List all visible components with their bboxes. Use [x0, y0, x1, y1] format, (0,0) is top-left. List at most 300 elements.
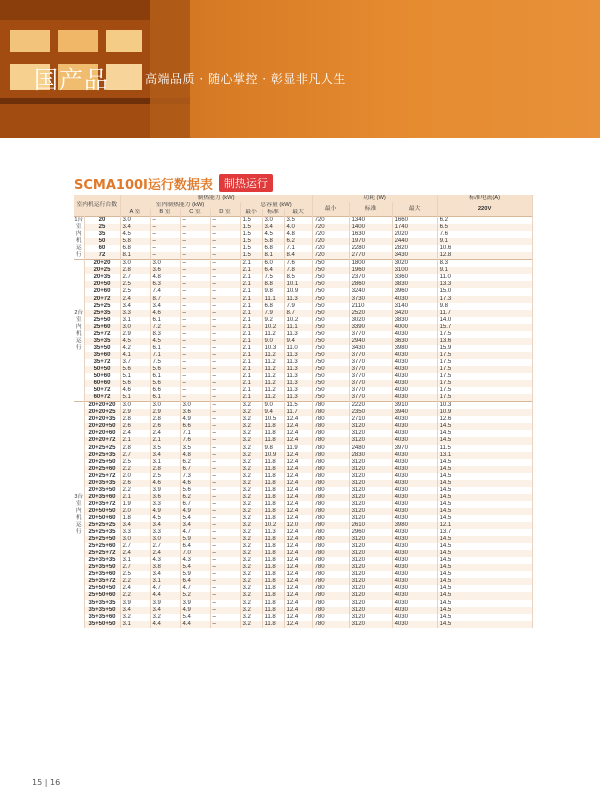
combo-cell: 60+72	[84, 394, 120, 402]
combo-cell: 20+25+25	[84, 445, 120, 452]
value-cell: 6.7	[180, 501, 210, 508]
value-cell: 4030	[392, 536, 437, 543]
value-cell: 750	[312, 352, 349, 359]
value-cell: 4.8	[150, 274, 180, 281]
value-cell: 11.5	[284, 402, 312, 410]
value-cell: 6.1	[150, 345, 180, 352]
value-cell: 3.0	[120, 324, 150, 331]
value-cell: 750	[312, 373, 349, 380]
value-cell: 750	[312, 338, 349, 345]
value-cell: 11.1	[284, 324, 312, 331]
value-cell: 750	[312, 303, 349, 310]
value-cell: –	[210, 345, 240, 352]
value-cell: 2.9	[120, 331, 150, 338]
value-cell: –	[180, 288, 210, 295]
value-cell: –	[210, 296, 240, 303]
value-cell: 2.1	[240, 296, 262, 303]
value-cell: 11.8	[262, 564, 284, 571]
value-cell: 3420	[392, 310, 437, 317]
value-cell: 4.6	[180, 480, 210, 487]
value-cell: 11.8	[262, 480, 284, 487]
value-cell: –	[210, 288, 240, 295]
value-cell: 780	[312, 515, 349, 522]
header-combo: 室内机运行台数	[74, 195, 120, 217]
value-cell: 1.9	[120, 501, 150, 508]
value-cell: 14.5	[437, 473, 532, 480]
table-row	[74, 238, 532, 245]
table-row	[74, 245, 532, 252]
value-cell: 8.1	[120, 252, 150, 260]
combo-cell: 25+50+60	[84, 592, 120, 599]
value-cell: –	[150, 245, 180, 252]
value-cell: –	[210, 310, 240, 317]
value-cell: 11.8	[262, 437, 284, 444]
value-cell: 3120	[349, 423, 392, 430]
table-row	[74, 501, 532, 508]
value-cell: 2.1	[240, 373, 262, 380]
value-cell: 3.0	[262, 217, 284, 225]
value-cell: 720	[312, 217, 349, 225]
value-cell: 4030	[392, 423, 437, 430]
value-cell: –	[180, 345, 210, 352]
value-cell: 4.3	[150, 557, 180, 564]
value-cell: 4.5	[150, 515, 180, 522]
value-cell: 720	[312, 224, 349, 231]
value-cell: 11.8	[262, 494, 284, 501]
value-cell: 3.1	[150, 578, 180, 585]
value-cell: 2280	[349, 245, 392, 252]
value-cell: 2.5	[120, 571, 150, 578]
value-cell: 780	[312, 409, 349, 416]
value-cell: 13.1	[437, 452, 532, 459]
value-cell: 4030	[392, 585, 437, 592]
value-cell: 12.4	[284, 452, 312, 459]
value-cell: 1660	[392, 217, 437, 225]
value-cell: 5.9	[180, 571, 210, 578]
value-cell: 2710	[349, 416, 392, 423]
value-cell: –	[210, 578, 240, 585]
header-room-c: C 室	[180, 209, 210, 217]
value-cell: 3.4	[150, 571, 180, 578]
value-cell: 5.4	[180, 564, 210, 571]
value-cell: 14.5	[437, 501, 532, 508]
combo-cell: 20+20+20	[84, 402, 120, 410]
value-cell: 11.3	[262, 529, 284, 536]
value-cell: –	[150, 224, 180, 231]
value-cell: 14.5	[437, 459, 532, 466]
value-cell: 3910	[392, 402, 437, 410]
value-cell: 11.5	[437, 445, 532, 452]
value-cell: 3770	[349, 394, 392, 402]
value-cell: 780	[312, 494, 349, 501]
value-cell: 780	[312, 508, 349, 515]
value-cell: 2480	[349, 445, 392, 452]
value-cell: –	[180, 267, 210, 274]
value-cell: 9.8	[262, 445, 284, 452]
combo-cell: 35+60	[84, 352, 120, 359]
value-cell: 3.3	[120, 529, 150, 536]
value-cell: –	[180, 331, 210, 338]
banner-title: 国产品	[34, 66, 109, 94]
value-cell: 12.4	[284, 480, 312, 487]
value-cell: 2.4	[120, 296, 150, 303]
value-cell: 5.6	[120, 366, 150, 373]
value-cell: –	[210, 423, 240, 430]
value-cell: 4.6	[150, 310, 180, 317]
value-cell: 12.4	[284, 614, 312, 621]
table-row	[74, 600, 532, 607]
group-label: 1台 室内机 运行	[74, 217, 84, 259]
value-cell: 14.5	[437, 430, 532, 437]
value-cell: 12.6	[437, 416, 532, 423]
value-cell: 3.0	[150, 260, 180, 268]
value-cell: 9.1	[437, 267, 532, 274]
value-cell: 12.4	[284, 571, 312, 578]
value-cell: 2.5	[120, 288, 150, 295]
value-cell: 11.2	[262, 373, 284, 380]
value-cell: –	[210, 303, 240, 310]
value-cell: 3.2	[240, 459, 262, 466]
value-cell: 4.7	[150, 585, 180, 592]
value-cell: 2.1	[150, 437, 180, 444]
value-cell: 3.9	[180, 600, 210, 607]
value-cell: 3120	[349, 557, 392, 564]
table-row	[74, 331, 532, 338]
value-cell: 14.5	[437, 564, 532, 571]
value-cell: 3.2	[240, 487, 262, 494]
value-cell: –	[210, 621, 240, 628]
value-cell: 12.4	[284, 621, 312, 628]
value-cell: 4.2	[120, 345, 150, 352]
value-cell: 2.1	[240, 359, 262, 366]
value-cell: –	[210, 437, 240, 444]
table-row	[74, 466, 532, 473]
value-cell: 6.5	[437, 224, 532, 231]
value-cell: 3120	[349, 515, 392, 522]
value-cell: 14.5	[437, 515, 532, 522]
value-cell: –	[150, 231, 180, 238]
value-cell: 4.1	[120, 352, 150, 359]
value-cell: –	[180, 224, 210, 231]
value-cell: –	[210, 557, 240, 564]
value-cell: 11.2	[262, 331, 284, 338]
table-row	[74, 550, 532, 557]
value-cell: –	[210, 466, 240, 473]
value-cell: 720	[312, 245, 349, 252]
value-cell: –	[180, 217, 210, 225]
value-cell: 8.4	[284, 252, 312, 260]
value-cell: 720	[312, 252, 349, 260]
value-cell: 6.7	[180, 466, 210, 473]
table-row	[74, 224, 532, 231]
value-cell: 3.2	[240, 480, 262, 487]
value-cell: 3.9	[150, 600, 180, 607]
table-row	[74, 274, 532, 281]
value-cell: 11.8	[262, 423, 284, 430]
value-cell: 4000	[392, 324, 437, 331]
table-row	[74, 409, 532, 416]
value-cell: –	[210, 550, 240, 557]
value-cell: 12.4	[284, 430, 312, 437]
value-cell: 3.2	[240, 564, 262, 571]
table-row	[74, 288, 532, 295]
value-cell: –	[210, 331, 240, 338]
value-cell: 12.4	[284, 529, 312, 536]
combo-cell: 35	[84, 231, 120, 238]
value-cell: 2.5	[120, 459, 150, 466]
combo-cell: 20+20+72	[84, 437, 120, 444]
value-cell: 13.7	[437, 529, 532, 536]
header-banner	[0, 0, 600, 138]
value-cell: 3.2	[240, 501, 262, 508]
value-cell: –	[180, 310, 210, 317]
value-cell: 780	[312, 578, 349, 585]
value-cell: 3.4	[150, 452, 180, 459]
combo-cell: 20+50+60	[84, 515, 120, 522]
value-cell: 780	[312, 522, 349, 529]
value-cell: 3020	[349, 317, 392, 324]
value-cell: 2.1	[240, 324, 262, 331]
mode-badge: 制热运行	[219, 174, 273, 192]
value-cell: 1.8	[120, 515, 150, 522]
value-cell: –	[210, 614, 240, 621]
combo-cell: 20+25+60	[84, 466, 120, 473]
page-footer	[32, 778, 60, 787]
value-cell: 3.2	[150, 614, 180, 621]
value-cell: 3120	[349, 430, 392, 437]
value-cell: 11.9	[284, 445, 312, 452]
value-cell: 8.3	[437, 260, 532, 268]
page-number-right: 16	[49, 778, 61, 787]
value-cell: 6.4	[180, 578, 210, 585]
value-cell: 4.6	[120, 387, 150, 394]
value-cell: 6.6	[180, 423, 210, 430]
value-cell: 3940	[392, 409, 437, 416]
value-cell: 3980	[392, 345, 437, 352]
table-row	[74, 571, 532, 578]
value-cell: –	[210, 231, 240, 238]
value-cell: 11.2	[262, 380, 284, 387]
combo-cell: 35+35	[84, 338, 120, 345]
header-min: 最小	[240, 209, 262, 217]
value-cell: 7.6	[180, 437, 210, 444]
value-cell: 3.2	[240, 585, 262, 592]
value-cell: 3.4	[150, 607, 180, 614]
table-row	[74, 394, 532, 402]
value-cell: 4030	[392, 621, 437, 628]
value-cell: 3.2	[240, 445, 262, 452]
value-cell: 6.2	[180, 494, 210, 501]
value-cell: 780	[312, 592, 349, 599]
value-cell: 14.5	[437, 466, 532, 473]
value-cell: 4030	[392, 466, 437, 473]
value-cell: 9.4	[262, 409, 284, 416]
value-cell: 750	[312, 267, 349, 274]
value-cell: 2.1	[240, 281, 262, 288]
combo-cell: 20+25+72	[84, 473, 120, 480]
value-cell: –	[210, 274, 240, 281]
combo-cell: 60	[84, 245, 120, 252]
value-cell: –	[210, 564, 240, 571]
value-cell: –	[210, 260, 240, 268]
value-cell: 3120	[349, 614, 392, 621]
value-cell: 3.2	[240, 557, 262, 564]
value-cell: 2520	[349, 310, 392, 317]
value-cell: 7.6	[437, 231, 532, 238]
value-cell: 11.8	[262, 614, 284, 621]
value-cell: 3120	[349, 473, 392, 480]
table-row	[74, 317, 532, 324]
table-row	[74, 310, 532, 317]
table-row	[74, 522, 532, 529]
value-cell: 17.5	[437, 380, 532, 387]
value-cell: 7.5	[150, 359, 180, 366]
group-label: 3台 室内机 运行	[74, 402, 84, 628]
value-cell: –	[150, 238, 180, 245]
value-cell: 2020	[392, 231, 437, 238]
value-cell: 4030	[392, 571, 437, 578]
value-cell: 4030	[392, 296, 437, 303]
value-cell: 3.2	[240, 494, 262, 501]
value-cell: 3.5	[180, 445, 210, 452]
value-cell: 750	[312, 310, 349, 317]
value-cell: 14.5	[437, 614, 532, 621]
value-cell: 5.8	[120, 238, 150, 245]
value-cell: 3.2	[240, 543, 262, 550]
value-cell: 10.9	[262, 452, 284, 459]
value-cell: 4030	[392, 550, 437, 557]
value-cell: 4030	[392, 480, 437, 487]
value-cell: 2830	[349, 452, 392, 459]
value-cell: 2.7	[120, 543, 150, 550]
value-cell: 4030	[392, 380, 437, 387]
value-cell: 11.8	[262, 501, 284, 508]
value-cell: 11.3	[284, 394, 312, 402]
value-cell: 5.6	[150, 380, 180, 387]
value-cell: 4.5	[262, 231, 284, 238]
combo-cell: 25	[84, 224, 120, 231]
value-cell: 2.2	[120, 466, 150, 473]
value-cell: 2.4	[120, 430, 150, 437]
value-cell: 11.8	[262, 557, 284, 564]
value-cell: 4030	[392, 529, 437, 536]
value-cell: 3360	[392, 274, 437, 281]
value-cell: 780	[312, 585, 349, 592]
value-cell: 3.6	[150, 267, 180, 274]
value-cell: 11.3	[284, 380, 312, 387]
value-cell: 12.4	[284, 557, 312, 564]
value-cell: 11.2	[262, 394, 284, 402]
value-cell: 12.8	[437, 252, 532, 260]
table-row	[74, 252, 532, 260]
value-cell: 11.0	[284, 345, 312, 352]
value-cell: 780	[312, 564, 349, 571]
value-cell: 4030	[392, 366, 437, 373]
table-row	[74, 621, 532, 628]
value-cell: 780	[312, 543, 349, 550]
value-cell: 11.8	[262, 466, 284, 473]
value-cell: 4.9	[180, 508, 210, 515]
value-cell: 11.8	[262, 578, 284, 585]
value-cell: 1800	[349, 260, 392, 268]
table-heading	[74, 174, 273, 192]
value-cell: 12.4	[284, 592, 312, 599]
value-cell: 780	[312, 430, 349, 437]
combo-cell: 25+25	[84, 303, 120, 310]
value-cell: 3.4	[262, 224, 284, 231]
combo-cell: 20+35+50	[84, 487, 120, 494]
value-cell: 2.1	[240, 303, 262, 310]
value-cell: 11.3	[284, 373, 312, 380]
value-cell: –	[210, 522, 240, 529]
value-cell: 2.9	[120, 409, 150, 416]
value-cell: 3120	[349, 543, 392, 550]
combo-cell: 20+50	[84, 281, 120, 288]
value-cell: 750	[312, 296, 349, 303]
value-cell: 3.4	[150, 522, 180, 529]
table-row	[74, 296, 532, 303]
value-cell: 7.4	[150, 288, 180, 295]
header-std: 标准	[262, 209, 284, 217]
table-row	[74, 437, 532, 444]
value-cell: 750	[312, 387, 349, 394]
value-cell: 780	[312, 437, 349, 444]
banner-slogan: 高端品质 · 随心掌控 · 彰显非凡人生	[145, 72, 346, 86]
value-cell: 3120	[349, 550, 392, 557]
combo-cell: 25+72	[84, 331, 120, 338]
value-cell: –	[210, 487, 240, 494]
value-cell: 14.5	[437, 571, 532, 578]
value-cell: 11.8	[262, 571, 284, 578]
value-cell: 780	[312, 550, 349, 557]
table-row	[74, 352, 532, 359]
header-voltage: 220V	[437, 202, 532, 217]
table-row	[74, 402, 532, 410]
value-cell: –	[180, 324, 210, 331]
value-cell: 7.2	[150, 324, 180, 331]
value-cell: 3.0	[150, 402, 180, 410]
table-row	[74, 494, 532, 501]
value-cell: 4.8	[180, 452, 210, 459]
value-cell: 3120	[349, 600, 392, 607]
value-cell: 10.9	[284, 288, 312, 295]
value-cell: 3.0	[120, 536, 150, 543]
value-cell: 4030	[392, 473, 437, 480]
value-cell: 3.0	[120, 402, 150, 410]
value-cell: 2.5	[120, 281, 150, 288]
value-cell: 8.7	[284, 310, 312, 317]
value-cell: –	[180, 359, 210, 366]
value-cell: 5.4	[180, 515, 210, 522]
value-cell: 10.1	[284, 281, 312, 288]
value-cell: 3830	[392, 281, 437, 288]
value-cell: –	[210, 373, 240, 380]
table-row	[74, 508, 532, 515]
value-cell: 2.1	[240, 288, 262, 295]
combo-cell: 50+50	[84, 366, 120, 373]
value-cell: 12.4	[284, 473, 312, 480]
value-cell: 1.5	[240, 238, 262, 245]
value-cell: 750	[312, 288, 349, 295]
value-cell: 4030	[392, 359, 437, 366]
value-cell: 1740	[392, 224, 437, 231]
value-cell: 3120	[349, 607, 392, 614]
value-cell: 4030	[392, 501, 437, 508]
value-cell: 2.4	[120, 585, 150, 592]
value-cell: 2.2	[120, 578, 150, 585]
value-cell: 11.7	[437, 310, 532, 317]
value-cell: 2.9	[150, 409, 180, 416]
